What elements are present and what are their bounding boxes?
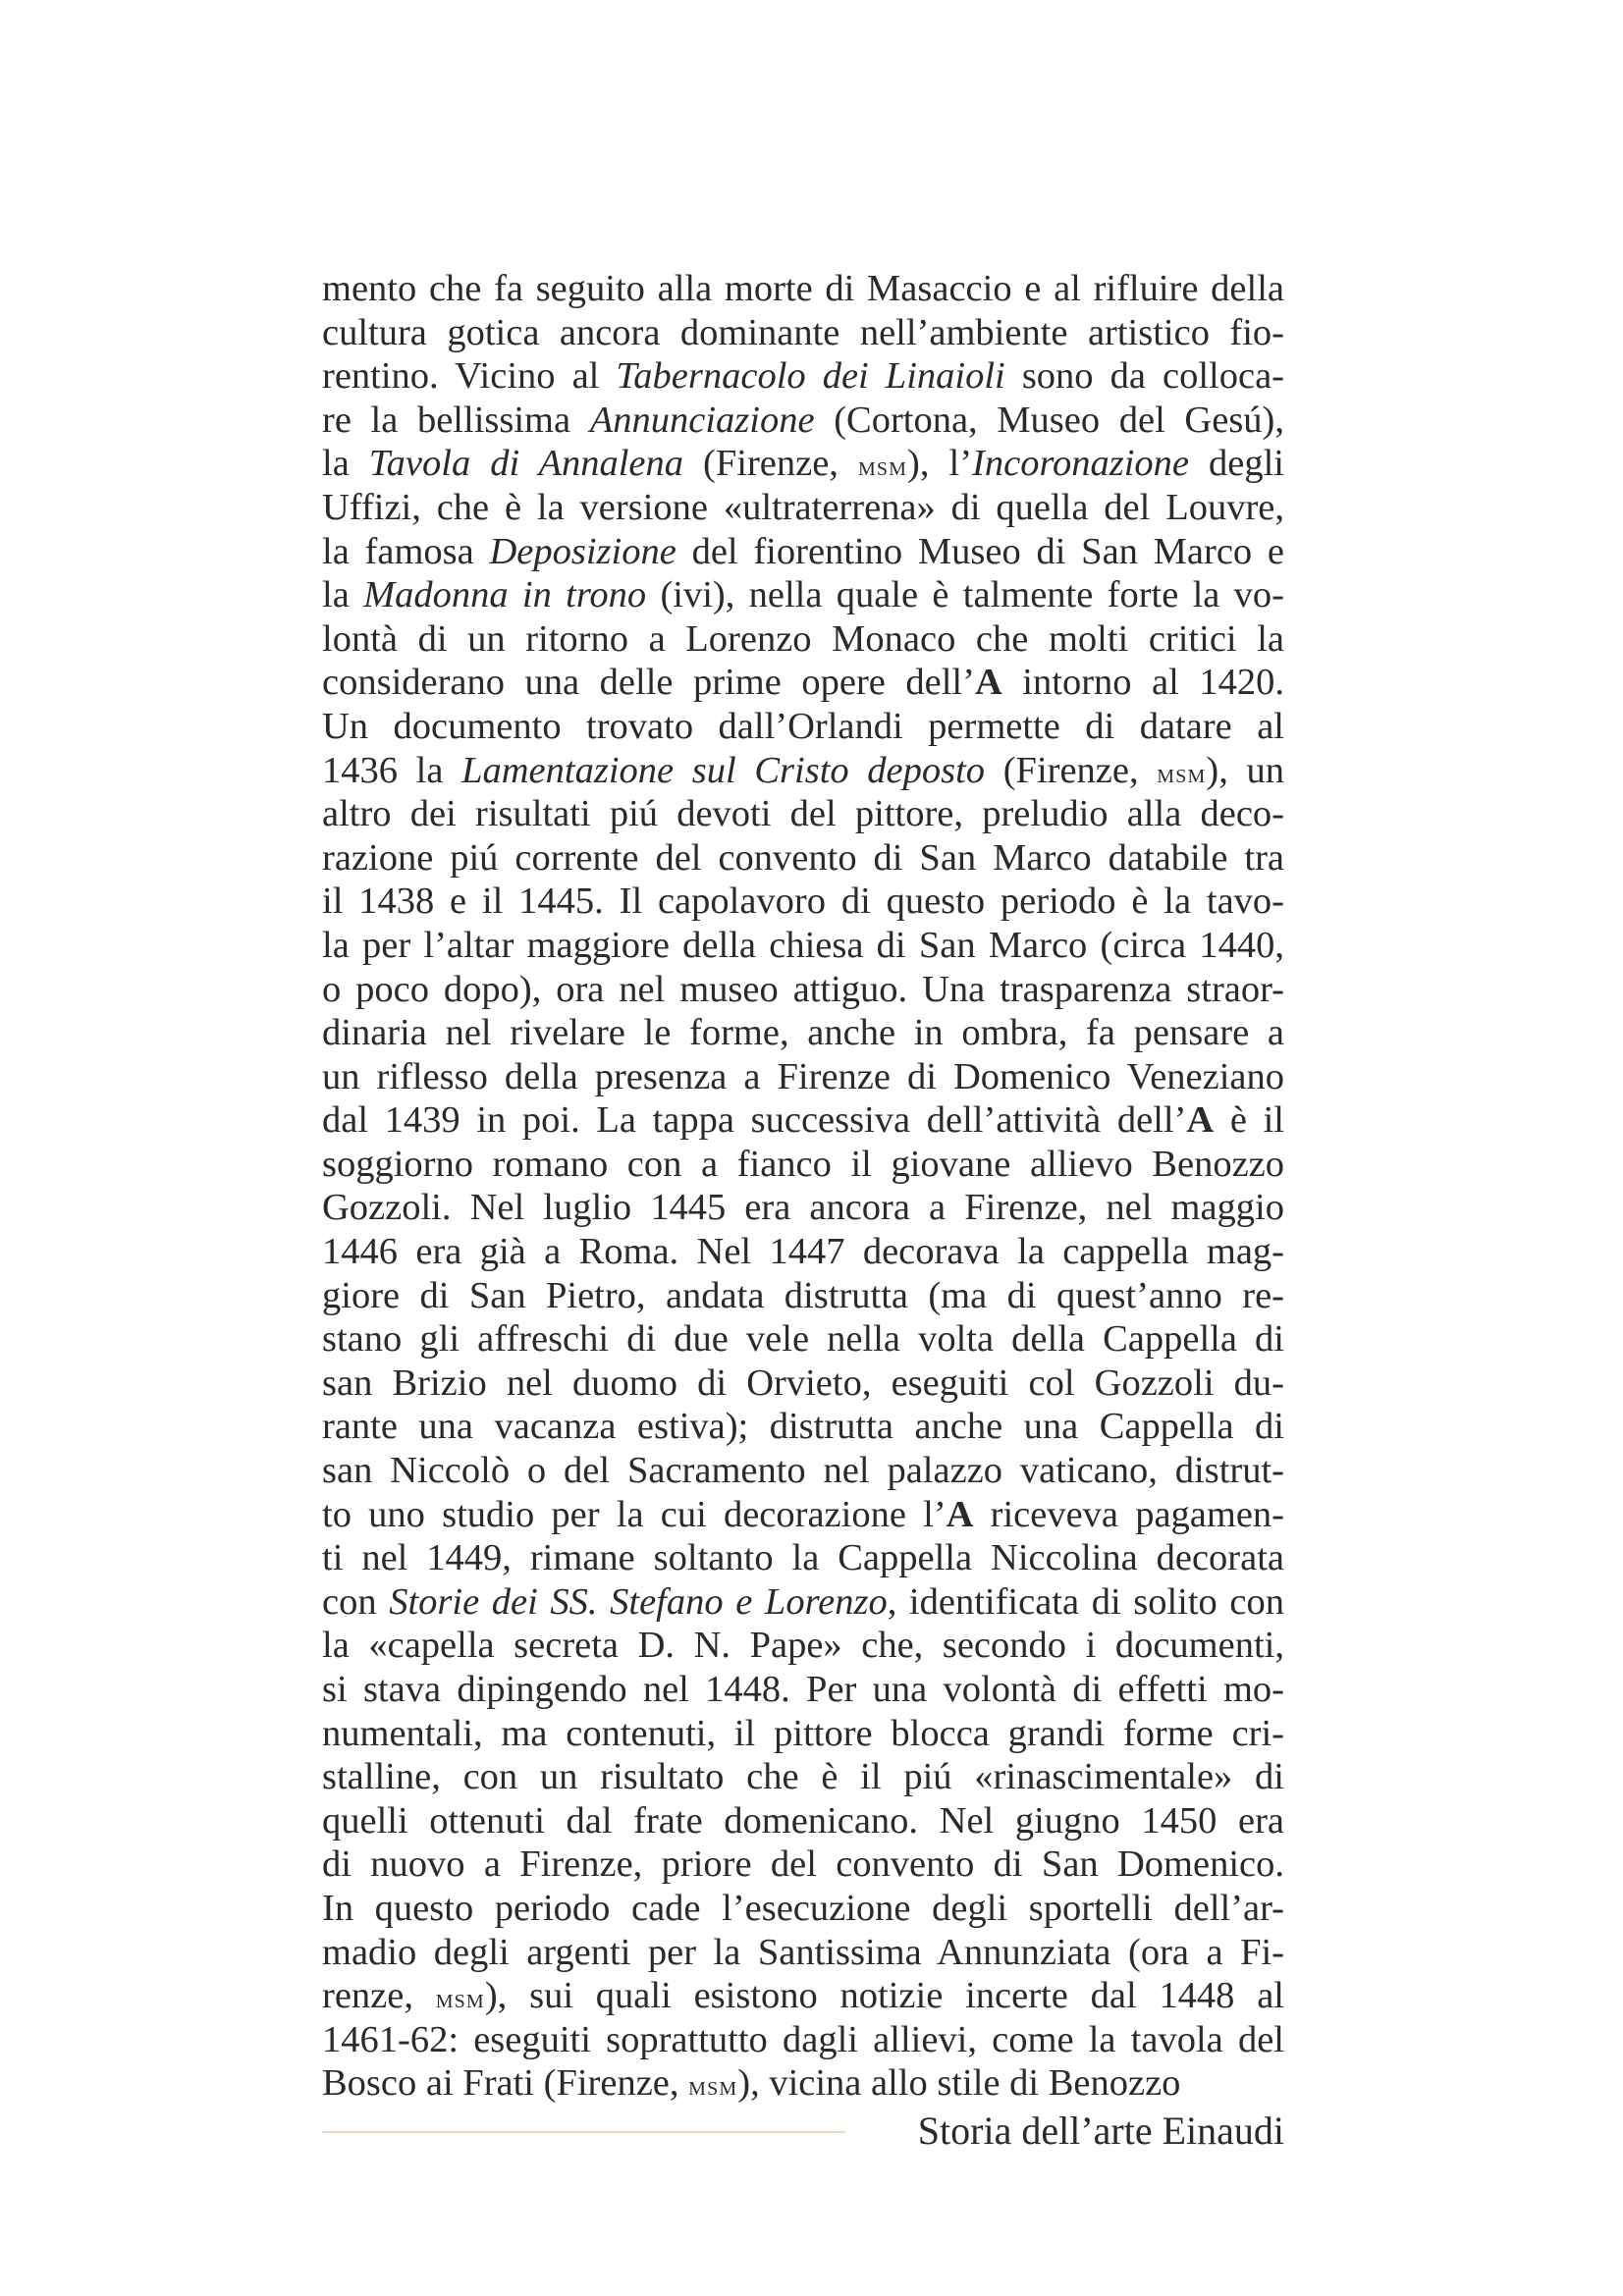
italic-title: Annunciazione: [589, 399, 815, 441]
text-segment: si stava dipingendo nel 1448. Per una volontà di effetti mo-: [322, 1669, 1284, 1710]
text-line: [322, 573, 1284, 617]
text-segment: del fiorentino Museo di San Marco e: [676, 530, 1284, 572]
text-line: [322, 661, 1284, 705]
body-text: [322, 267, 1284, 2106]
text-segment: stalline, con un risultato che è il piú «rinascimentale» di: [322, 1756, 1284, 1798]
text-segment: 1436 la: [322, 749, 462, 791]
text-line: [322, 705, 1284, 749]
text-segment: 1461-62: eseguiti soprattutto dagli allievi, come la tavola del: [322, 2018, 1284, 2060]
footer-rule: [322, 2131, 845, 2133]
text-line: [322, 1098, 1284, 1143]
text-line: [322, 880, 1284, 924]
text-line: [322, 1493, 1284, 1537]
text-segment: la: [322, 574, 364, 616]
italic-title: Storie dei SS. Stefano e Lorenzo: [389, 1580, 888, 1623]
text-line: [322, 1274, 1284, 1318]
text-segment: è il: [1214, 1099, 1284, 1142]
small-caps-abbreviation: msm: [857, 452, 908, 483]
text-line: [322, 442, 1284, 486]
text-segment: il 1438 e il 1445. Il capolavoro di questo periodo è la tavo-: [322, 881, 1284, 923]
text-segment: numentali, ma contenuti, il pittore blocca grandi forme cri-: [322, 1712, 1284, 1754]
text-line: [322, 311, 1284, 355]
text-segment: ), vicina allo stile di Benozzo: [737, 2062, 1181, 2105]
text-segment: (Firenze,: [683, 443, 858, 485]
text-line: [322, 1931, 1284, 1975]
italic-title: Incoronazione: [972, 443, 1190, 485]
text-segment: (Firenze,: [985, 749, 1158, 791]
small-caps-abbreviation: msm: [1157, 758, 1207, 789]
text-segment: re la bellissima: [322, 399, 590, 441]
text-line: [322, 1668, 1284, 1712]
text-segment: , identificata di solito con: [887, 1580, 1285, 1623]
italic-title: Madonna in trono: [363, 574, 647, 616]
text-line: [322, 1974, 1284, 2018]
text-segment: (Cortona, Museo del Gesú),: [814, 399, 1284, 441]
small-caps-abbreviation: msm: [435, 1984, 485, 2015]
text-segment: la: [322, 443, 369, 485]
text-segment: giore di San Pietro, andata distrutta (ma di quest’anno re-: [322, 1274, 1284, 1316]
text-segment: Uffizi, che è la versione «ultraterrena» di quella del Louvre,: [322, 486, 1284, 528]
text-segment: san Brizio nel duomo di Orvieto, eseguiti col Gozzoli du-: [322, 1362, 1284, 1404]
text-segment: Gozzoli. Nel luglio 1445 era ancora a Firenze, nel maggio: [322, 1187, 1284, 1229]
text-segment: degli: [1189, 443, 1285, 485]
text-segment: 1446 era già a Roma. Nel 1447 decorava la cappella mag-: [322, 1231, 1284, 1273]
text-segment: o poco dopo), ora nel museo attiguo. Una trasparenza straor-: [322, 968, 1284, 1010]
text-line: [322, 1799, 1284, 1843]
text-segment: rante una vacanza estiva); distrutta anche una Cappella di: [322, 1406, 1284, 1448]
italic-title: Tabernacolo dei Linaioli: [616, 355, 1005, 398]
italic-title: Tavola di Annalena: [368, 443, 684, 485]
text-segment: san Niccolò o del Sacramento nel palazzo vaticano, distrut-: [322, 1450, 1284, 1492]
text-segment: ti nel 1449, rimane soltanto la Cappella Niccolina decorata: [322, 1537, 1284, 1579]
text-segment: to uno studio per la cui decorazione l’: [322, 1493, 947, 1535]
text-segment: di nuovo a Firenze, priore del convento di San Domenico.: [322, 1843, 1284, 1886]
text-line: [322, 1449, 1284, 1493]
text-segment: dinaria nel rivelare le forme, anche in ombra, fa pensare a: [322, 1012, 1284, 1054]
text-line: [322, 1624, 1284, 1668]
text-segment: soggiorno romano con a fianco il giovane allievo Benozzo: [322, 1143, 1284, 1185]
text-line: [322, 1842, 1284, 1887]
bold-abbreviation: A: [946, 1493, 974, 1535]
text-segment: Bosco ai Frati (Firenze,: [322, 2062, 689, 2105]
text-segment: la «capella secreta D. N. Pape» che, secondo i documenti,: [322, 1625, 1284, 1667]
text-segment: renze,: [322, 1975, 436, 2017]
text-line: [322, 530, 1284, 574]
text-segment: (ivi), nella quale è talmente forte la vo-: [646, 574, 1284, 616]
text-segment: dal 1439 in poi. La tappa successiva dell’attività dell’: [322, 1099, 1187, 1142]
text-segment: ), l’: [907, 443, 973, 485]
text-line: [322, 2061, 1284, 2106]
text-segment: cultura gotica ancora dominante nell’ambiente artistico fio-: [322, 311, 1284, 353]
text-line: [322, 968, 1284, 1012]
text-segment: un riflesso della presenza a Firenze di Domenico Veneziano: [322, 1055, 1284, 1097]
text-line: [322, 749, 1284, 793]
text-line: [322, 399, 1284, 443]
text-line: [322, 617, 1284, 662]
small-caps-abbreviation: msm: [688, 2071, 738, 2103]
text-segment: ), un: [1206, 749, 1284, 791]
bold-abbreviation: A: [974, 662, 1002, 704]
italic-title: Lamentazione sul Cristo deposto: [461, 749, 986, 791]
text-segment: con: [322, 1580, 390, 1623]
text-segment: madio degli argenti per la Santissima Annunziata (ora a Fi-: [322, 1931, 1284, 1973]
text-line: [322, 1580, 1284, 1625]
text-line: [322, 1405, 1284, 1449]
text-segment: la famosa: [322, 530, 490, 572]
text-segment: considerano una delle prime opere dell’: [322, 662, 975, 704]
text-line: [322, 1143, 1284, 1187]
text-line: [322, 792, 1284, 836]
text-line: [322, 1536, 1284, 1580]
text-segment: quelli ottenuti dal frate domenicano. Nel giugno 1450 era: [322, 1799, 1284, 1842]
text-line: [322, 1887, 1284, 1931]
text-segment: razione piú corrente del convento di San Marco databile tra: [322, 836, 1284, 879]
text-segment: In questo periodo cade l’esecuzione degli sportelli dell’ar-: [322, 1887, 1284, 1929]
text-segment: sono da colloca-: [1004, 355, 1284, 398]
text-line: [322, 1230, 1284, 1274]
text-segment: Un documento trovato dall’Orlandi permette di datare al: [322, 705, 1284, 747]
text-line: [322, 2018, 1284, 2062]
text-line: [322, 1011, 1284, 1055]
text-segment: mento che fa seguito alla morte di Masaccio e al rifluire della: [322, 268, 1284, 309]
text-line: [322, 354, 1284, 399]
footer-title: Storia dell’arte Einaudi: [917, 2109, 1284, 2153]
text-segment: rentino. Vicino al: [322, 355, 617, 398]
text-segment: riceveva pagamen-: [973, 1493, 1284, 1535]
italic-title: Deposizione: [489, 530, 676, 572]
text-line: [322, 1186, 1284, 1230]
text-line: [322, 1055, 1284, 1099]
text-segment: la per l’altar maggiore della chiesa di San Marco (circa 1440,: [322, 924, 1284, 966]
bold-abbreviation: A: [1186, 1099, 1215, 1142]
text-segment: lontà di un ritorno a Lorenzo Monaco che molti critici la: [322, 617, 1284, 660]
text-line: [322, 1362, 1284, 1406]
text-segment: stano gli affreschi di due vele nella volta della Cappella di: [322, 1318, 1284, 1361]
text-segment: altro dei risultati piú devoti del pittore, preludio alla deco-: [322, 793, 1284, 835]
text-line: [322, 267, 1284, 311]
text-line: [322, 1317, 1284, 1362]
text-line: [322, 1755, 1284, 1799]
text-line: [322, 836, 1284, 881]
text-segment: intorno al 1420.: [1001, 662, 1284, 704]
text-line: [322, 486, 1284, 530]
text-line: [322, 1712, 1284, 1756]
text-segment: ), sui quali esistono notizie incerte dal 1448 al: [484, 1975, 1284, 2017]
text-line: [322, 924, 1284, 968]
